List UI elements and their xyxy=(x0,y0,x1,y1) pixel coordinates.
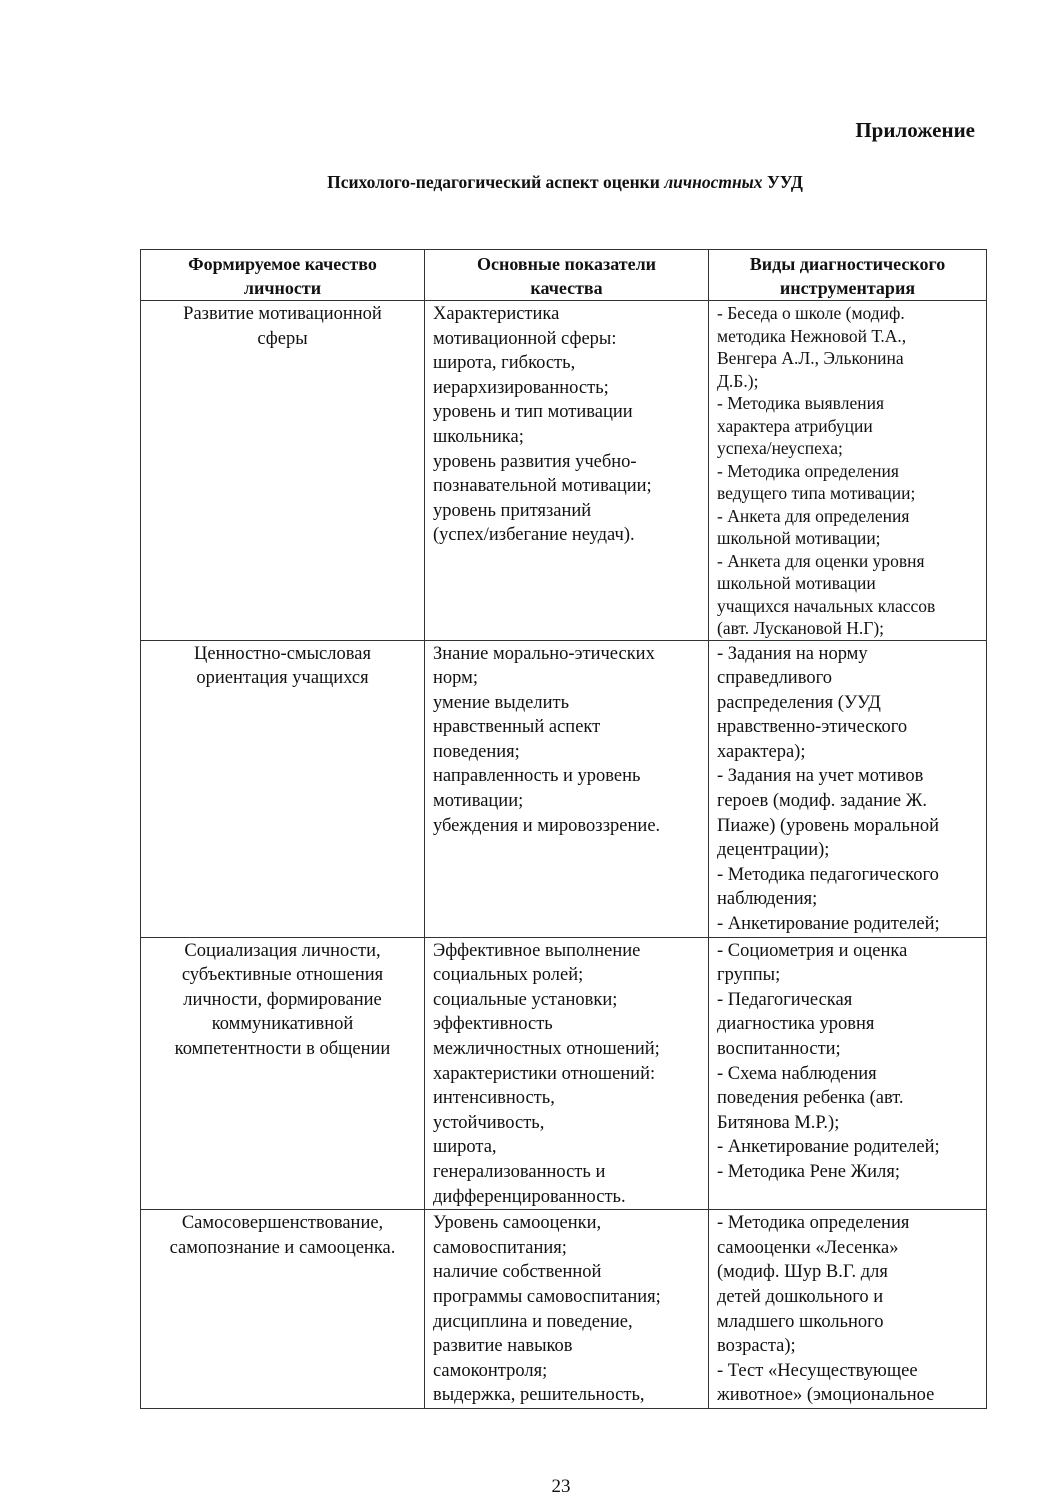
cell-line: - Задания на учет мотивов xyxy=(717,766,924,787)
header-line: качества xyxy=(530,278,603,298)
table-row xyxy=(141,640,987,937)
cell-tools xyxy=(709,640,987,937)
cell-line: субъективные отношения xyxy=(181,965,384,986)
cell-quality xyxy=(141,937,425,1210)
cell-line: поведения; xyxy=(433,741,520,762)
cell-line: справедливого xyxy=(717,668,832,689)
cell-line: Знание морально-этических xyxy=(433,643,655,664)
cell-line: личности, формирование xyxy=(183,989,382,1010)
cell-line: выдержка, решительность, xyxy=(433,1385,645,1406)
cell-line: наличие собственной xyxy=(433,1262,602,1283)
cell-line: самопознание и самооценка. xyxy=(169,1237,396,1258)
cell-indicators xyxy=(425,640,709,937)
cell-line: дифференцированность. xyxy=(433,1186,626,1207)
cell-line: Эффективное выполнение xyxy=(433,940,641,961)
cell-line: - Беседа о школе (модиф. xyxy=(717,303,905,323)
cell-line: методика Нежновой Т.А., xyxy=(717,325,907,346)
cell-line: - Методика Рене Жиля; xyxy=(717,1161,900,1182)
cell-indicators xyxy=(425,937,709,1210)
cell-line: межличностных отношений; xyxy=(433,1039,660,1059)
cell-line: сферы xyxy=(257,328,308,349)
cell-line: широта, гибкость, xyxy=(433,353,576,374)
cell-line: возраста); xyxy=(717,1336,796,1357)
cell-line: интенсивность, xyxy=(433,1088,555,1109)
cell-line: - Анкетирование родителей; xyxy=(717,1137,940,1158)
cell-line: уровень и тип мотивации xyxy=(433,402,633,423)
cell-quality xyxy=(141,301,425,641)
cell-line: характера атрибуции xyxy=(717,415,873,436)
cell-quality xyxy=(141,640,425,937)
cell-line: генерализованность и xyxy=(433,1161,606,1182)
cell-line: ориентация учащихся xyxy=(196,668,369,689)
appendix-label: Приложение xyxy=(855,118,975,142)
header-line: Виды диагностического xyxy=(749,254,946,274)
cell-tools xyxy=(709,1210,987,1409)
cell-line: - Социометрия и оценка xyxy=(717,940,908,961)
assessment-table xyxy=(140,249,987,1409)
table-header-row xyxy=(141,250,987,301)
cell-line: характера); xyxy=(717,741,806,762)
cell-line: поведения ребенка (авт. xyxy=(717,1088,904,1109)
cell-line: учащихся начальных классов xyxy=(717,595,936,616)
cell-line: - Тест «Несуществующее xyxy=(717,1360,918,1381)
cell-line: - Методика выявления xyxy=(717,393,884,413)
header-indicators xyxy=(425,250,709,301)
cell-line: младшего школьного xyxy=(717,1311,884,1332)
cell-line: школьной мотивации xyxy=(717,573,876,593)
cell-line: социальных ролей; xyxy=(433,965,584,986)
cell-line: коммуникативной xyxy=(211,1014,354,1035)
table-row xyxy=(141,937,987,1210)
cell-line: самоконтроля; xyxy=(433,1360,548,1381)
header-line: личности xyxy=(243,278,322,298)
cell-line: ведущего типа мотивации; xyxy=(717,483,916,503)
cell-line: распределения (УУД xyxy=(717,692,881,713)
page-number: 23 xyxy=(551,1476,571,1497)
document-title xyxy=(0,172,1059,193)
cell-line: направленность и уровень xyxy=(433,766,641,787)
header-quality xyxy=(141,250,425,301)
table-row xyxy=(141,301,987,641)
header-line: Основные показатели xyxy=(476,254,657,274)
cell-line: норм; xyxy=(433,668,478,689)
cell-line: наблюдения; xyxy=(717,889,818,910)
header-tools xyxy=(709,250,987,301)
cell-line: развитие навыков xyxy=(433,1336,573,1357)
cell-line: школьника; xyxy=(433,426,524,447)
cell-line: социальные установки; xyxy=(433,989,618,1010)
cell-line: животное» (эмоциональное xyxy=(717,1385,935,1406)
cell-indicators xyxy=(425,301,709,641)
cell-line: - Анкетирование родителей; xyxy=(717,914,940,935)
cell-line: Самосовершенствование, xyxy=(181,1213,384,1234)
cell-line: успеха/неуспеха; xyxy=(717,438,843,458)
cell-line: нравственный аспект xyxy=(433,717,601,738)
cell-line: дисциплина и поведение, xyxy=(433,1311,633,1332)
cell-line: Уровень самооценки, xyxy=(433,1213,602,1234)
cell-line: Развитие мотивационной xyxy=(183,304,382,324)
header-line: инструментария xyxy=(779,278,916,298)
cell-line: Битянова М.Р.); xyxy=(717,1112,840,1133)
cell-line: Социализация личности, xyxy=(184,940,381,961)
cell-line: группы; xyxy=(717,965,781,986)
cell-line: - Методика определения xyxy=(717,1213,910,1234)
cell-line: диагностика уровня xyxy=(717,1014,875,1035)
cell-line: мотивации; xyxy=(433,791,524,812)
cell-line: - Педагогическая xyxy=(717,989,853,1010)
cell-line: - Методика педагогического xyxy=(717,864,939,885)
cell-tools xyxy=(709,301,987,641)
cell-line: воспитанности; xyxy=(717,1039,841,1059)
title-after: УУД xyxy=(762,172,803,192)
cell-line: децентрации); xyxy=(717,840,830,861)
cell-line: эффективность xyxy=(433,1014,553,1035)
cell-line: программы самовоспитания; xyxy=(433,1286,661,1307)
title-italic: личностных xyxy=(664,172,763,192)
cell-line: героев (модиф. задание Ж. xyxy=(717,791,927,812)
cell-line: компетентности в общении xyxy=(174,1039,391,1059)
cell-indicators xyxy=(425,1210,709,1409)
cell-line: школьной мотивации; xyxy=(717,528,881,548)
cell-line: - Анкета для определения xyxy=(717,505,910,526)
cell-line: широта, xyxy=(433,1137,497,1158)
cell-line: характеристики отношений: xyxy=(433,1063,656,1084)
cell-line: - Анкета для оценки уровня xyxy=(717,550,925,571)
cell-line: Пиаже) (уровень моральной xyxy=(717,815,940,836)
table-row xyxy=(141,1210,987,1409)
table-body xyxy=(141,301,987,1409)
cell-line: мотивационной сферы: xyxy=(433,328,617,349)
cell-line: уровень развития учебно- xyxy=(433,451,637,472)
cell-line: познавательной мотивации; xyxy=(433,476,652,497)
cell-line: Венгера А.Л., Эльконина xyxy=(717,348,904,368)
cell-line: - Методика определения xyxy=(717,460,899,481)
cell-line: - Схема наблюдения xyxy=(717,1063,877,1084)
cell-line: самооценки «Лесенка» xyxy=(717,1237,899,1258)
cell-line: Ценностно-смысловая xyxy=(194,643,371,664)
cell-line: устойчивость, xyxy=(433,1112,545,1133)
cell-line: нравственно-этического xyxy=(717,717,908,738)
cell-line: иерархизированность; xyxy=(433,377,609,398)
cell-line: Характеристика xyxy=(433,304,560,324)
header-line: Формируемое качество xyxy=(188,254,377,274)
cell-line: самовоспитания; xyxy=(433,1237,567,1258)
cell-tools xyxy=(709,937,987,1210)
cell-line: (авт. Лускановой Н.Г); xyxy=(717,618,885,638)
cell-line: уровень притязаний xyxy=(433,500,592,521)
cell-line: (модиф. Шур В.Г. для xyxy=(717,1262,888,1283)
title-before: Психолого-педагогический аспект оценки xyxy=(327,172,665,192)
cell-line: детей дошкольного и xyxy=(717,1286,884,1307)
cell-line: - Задания на норму xyxy=(717,643,868,664)
cell-quality xyxy=(141,1210,425,1409)
cell-line: умение выделить xyxy=(433,692,570,713)
cell-line: убеждения и мировоззрение. xyxy=(433,815,661,836)
cell-line: Д.Б.); xyxy=(717,370,759,391)
cell-line: (успех/избегание неудач). xyxy=(433,525,635,546)
